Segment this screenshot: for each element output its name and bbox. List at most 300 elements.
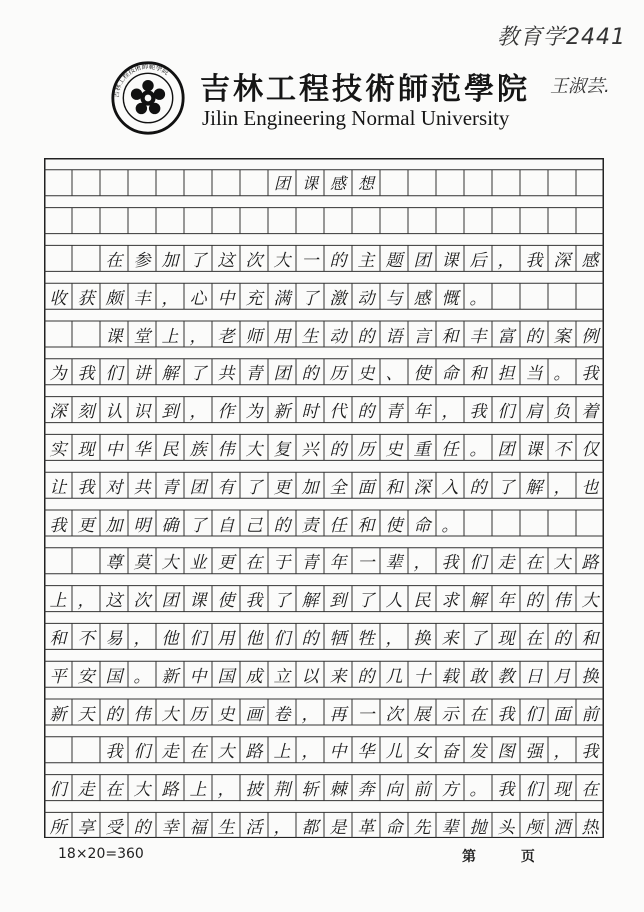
essay-char: 走 bbox=[497, 553, 515, 574]
essay-char: 到 bbox=[161, 402, 179, 423]
essay-char: 大 bbox=[217, 742, 235, 763]
essay-char: 路 bbox=[161, 780, 179, 801]
essay-char: 丰 bbox=[133, 288, 151, 309]
essay-char: 大 bbox=[245, 439, 263, 460]
essay-char: 一 bbox=[357, 704, 375, 725]
essay-char: 案 bbox=[553, 326, 571, 347]
essay-char: 认 bbox=[105, 402, 123, 423]
essay-char: 路 bbox=[581, 553, 599, 574]
essay-char: 使 bbox=[413, 364, 431, 385]
page-label: 第 页 bbox=[462, 849, 535, 865]
essay-char: 了 bbox=[189, 515, 207, 536]
essay-char: 伟 bbox=[553, 591, 571, 612]
essay-char: 享 bbox=[77, 817, 95, 838]
essay-char: 了 bbox=[273, 591, 291, 612]
essay-char: 解 bbox=[161, 364, 179, 385]
essay-char: 华 bbox=[133, 439, 151, 460]
essay-char: 立 bbox=[273, 666, 291, 687]
essay-char: 他 bbox=[161, 628, 179, 649]
essay-char: 是 bbox=[329, 817, 347, 838]
essay-char: 辈 bbox=[441, 817, 459, 838]
essay-char: 国 bbox=[217, 666, 235, 687]
essay-char: 新 bbox=[273, 402, 291, 423]
essay-char: 课 bbox=[189, 591, 207, 612]
essay-char: 受 bbox=[105, 817, 123, 838]
essay-char: 莫 bbox=[133, 553, 151, 574]
essay-char: 复 bbox=[273, 439, 291, 460]
essay-char: 肩 bbox=[525, 402, 543, 423]
essay-char: 伟 bbox=[217, 439, 235, 460]
essay-char: 在 bbox=[105, 250, 123, 271]
essay-char: 换 bbox=[581, 666, 599, 687]
essay-char: 明 bbox=[133, 515, 151, 536]
essay-char: 的 bbox=[301, 628, 319, 649]
essay-char: 安 bbox=[77, 666, 95, 687]
essay-char: 使 bbox=[217, 591, 235, 612]
essay-char: 了 bbox=[357, 591, 375, 612]
essay-char: 我 bbox=[105, 742, 123, 763]
essay-char: 在 bbox=[525, 553, 543, 574]
essay-char: 活 bbox=[245, 817, 263, 838]
essay-char: 的 bbox=[105, 704, 123, 725]
essay-char: 族 bbox=[189, 439, 207, 460]
essay-char: 我 bbox=[469, 402, 487, 423]
essay-char: 所 bbox=[49, 817, 67, 838]
essay-char: 我 bbox=[581, 364, 599, 385]
essay-char: 课 bbox=[441, 250, 459, 271]
essay-char: 课 bbox=[105, 326, 123, 347]
essay-char: 重 bbox=[413, 439, 431, 460]
essay-char: 加 bbox=[105, 515, 123, 536]
essay-char: 颅 bbox=[525, 817, 543, 838]
essay-char: 动 bbox=[357, 288, 375, 309]
essay-char: 上 bbox=[49, 591, 67, 612]
composition-sheet bbox=[44, 158, 604, 838]
essay-char: 女 bbox=[413, 742, 431, 763]
essay-char: 深 bbox=[413, 477, 431, 498]
university-name-cn: 吉林工程技術師范學院 bbox=[200, 72, 530, 107]
essay-char: 辈 bbox=[385, 553, 403, 574]
essay-char: 业 bbox=[189, 553, 207, 574]
essay-char: 中 bbox=[329, 742, 347, 763]
essay-char: 大 bbox=[161, 704, 179, 725]
essay-char: 语 bbox=[385, 326, 403, 347]
essay-char: 大 bbox=[553, 553, 571, 574]
essay-char: 的 bbox=[133, 817, 151, 838]
essay-char: 年 bbox=[497, 591, 515, 612]
essay-char: 次 bbox=[245, 250, 263, 271]
essay-char: 代 bbox=[329, 402, 347, 423]
essay-char: 现 bbox=[497, 628, 515, 649]
essay-char: 师 bbox=[245, 326, 263, 347]
essay-char: 洒 bbox=[553, 817, 571, 838]
essay-char: 上 bbox=[161, 326, 179, 347]
essay-char: 们 bbox=[469, 553, 487, 574]
essay-title-char: 课 bbox=[301, 174, 318, 194]
essay-char: 们 bbox=[525, 704, 543, 725]
essay-char: ， bbox=[189, 326, 207, 347]
essay-char: 历 bbox=[329, 364, 347, 385]
essay-char: 的 bbox=[525, 591, 543, 612]
essay-char: 我 bbox=[441, 553, 459, 574]
essay-char: 识 bbox=[133, 402, 151, 423]
essay-char: 方 bbox=[441, 780, 459, 801]
essay-char: 牺 bbox=[329, 628, 347, 649]
essay-char: 青 bbox=[385, 402, 403, 423]
essay-char: 也 bbox=[581, 477, 599, 498]
essay-char: 平 bbox=[49, 666, 67, 687]
essay-char: 一 bbox=[357, 553, 375, 574]
essay-char: 负 bbox=[553, 402, 571, 423]
essay-char: 的 bbox=[357, 666, 375, 687]
essay-char: 生 bbox=[217, 817, 235, 838]
essay-char: 富 bbox=[497, 326, 515, 347]
essay-char: 解 bbox=[469, 591, 487, 612]
essay-char: 路 bbox=[245, 742, 263, 763]
class-annotation: 教育学2441 bbox=[497, 25, 626, 50]
essay-char: 了 bbox=[301, 288, 319, 309]
essay-char: 确 bbox=[161, 515, 179, 536]
essay-char: 充 bbox=[245, 288, 263, 309]
essay-char: 头 bbox=[497, 817, 515, 838]
essay-title-char: 团 bbox=[273, 174, 290, 194]
essay-char: 牲 bbox=[357, 628, 375, 649]
essay-char: 。 bbox=[133, 666, 151, 687]
university-seal-icon bbox=[110, 60, 186, 136]
essay-char: 的 bbox=[469, 477, 487, 498]
essay-char: 新 bbox=[49, 704, 67, 725]
essay-char: 为 bbox=[49, 364, 67, 385]
essay-char: 卷 bbox=[273, 704, 291, 725]
essay-char: 青 bbox=[301, 553, 319, 574]
essay-char: 入 bbox=[441, 477, 459, 498]
essay-char: ， bbox=[553, 477, 571, 498]
essay-char: 们 bbox=[49, 780, 67, 801]
essay-char: ， bbox=[553, 742, 571, 763]
essay-char: 图 bbox=[497, 742, 515, 763]
essay-char: 面 bbox=[357, 477, 375, 498]
essay-char: 自 bbox=[217, 515, 235, 536]
essay-char: 动 bbox=[329, 326, 347, 347]
essay-char: 使 bbox=[385, 515, 403, 536]
essay-char: 强 bbox=[525, 742, 543, 763]
essay-char: 解 bbox=[525, 477, 543, 498]
essay-char: 儿 bbox=[385, 742, 403, 763]
essay-char: 丰 bbox=[469, 326, 487, 347]
essay-char: 了 bbox=[469, 628, 487, 649]
essay-char: 伟 bbox=[133, 704, 151, 725]
essay-char: 月 bbox=[553, 666, 571, 687]
essay-char: 们 bbox=[133, 742, 151, 763]
essay-char: 我 bbox=[49, 515, 67, 536]
essay-char: 的 bbox=[301, 364, 319, 385]
essay-char: 全 bbox=[329, 477, 347, 498]
essay-char: 敢 bbox=[469, 666, 487, 687]
essay-char: ， bbox=[133, 628, 151, 649]
essay-char: 参 bbox=[133, 250, 151, 271]
essay-char: 生 bbox=[301, 326, 319, 347]
essay-char: 更 bbox=[273, 477, 291, 498]
essay-char: 国 bbox=[105, 666, 123, 687]
essay-char: 载 bbox=[441, 666, 459, 687]
essay-char: 易 bbox=[105, 628, 123, 649]
essay-char: 。 bbox=[469, 780, 487, 801]
essay-char: 当 bbox=[525, 364, 543, 385]
essay-char: 于 bbox=[273, 553, 291, 574]
essay-char: 都 bbox=[301, 817, 319, 838]
essay-char: 共 bbox=[217, 364, 235, 385]
essay-char: 向 bbox=[385, 780, 403, 801]
essay-char: 例 bbox=[581, 326, 599, 347]
essay-char: 和 bbox=[49, 628, 67, 649]
essay-char: 用 bbox=[217, 628, 235, 649]
essay-char: 上 bbox=[273, 742, 291, 763]
essay-char: 题 bbox=[385, 250, 403, 271]
essay-char: 和 bbox=[581, 628, 599, 649]
essay-char: 棘 bbox=[329, 780, 347, 801]
essay-char: 大 bbox=[133, 780, 151, 801]
essay-char: 民 bbox=[161, 439, 179, 460]
essay-char: 有 bbox=[217, 477, 235, 498]
essay-char: ， bbox=[301, 742, 319, 763]
essay-char: 先 bbox=[413, 817, 431, 838]
essay-char: 和 bbox=[385, 477, 403, 498]
essay-char: 命 bbox=[385, 817, 403, 838]
essay-char: 慨 bbox=[441, 288, 459, 309]
essay-char: 画 bbox=[245, 704, 263, 725]
essay-char: 解 bbox=[301, 591, 319, 612]
essay-char: 作 bbox=[217, 402, 235, 423]
essay-char: 几 bbox=[385, 666, 403, 687]
essay-char: 福 bbox=[189, 817, 207, 838]
essay-char: 感 bbox=[413, 288, 431, 309]
essay-char: 到 bbox=[329, 591, 347, 612]
essay-char: 奋 bbox=[441, 742, 459, 763]
essay-char: 任 bbox=[329, 515, 347, 536]
essay-char: 民 bbox=[413, 591, 431, 612]
essay-char: 年 bbox=[329, 553, 347, 574]
essay-char: 共 bbox=[133, 477, 151, 498]
essay-char: 披 bbox=[245, 780, 263, 801]
essay-char: 们 bbox=[189, 628, 207, 649]
essay-char: 走 bbox=[161, 742, 179, 763]
essay-char: 担 bbox=[497, 364, 515, 385]
essay-char: 深 bbox=[553, 250, 571, 271]
essay-char: 更 bbox=[217, 553, 235, 574]
essay-char: 前 bbox=[413, 780, 431, 801]
essay-char: 革 bbox=[357, 817, 375, 838]
essay-char: 们 bbox=[497, 402, 515, 423]
seal-text: 吉林工程技術師範學院 bbox=[112, 62, 171, 99]
essay-char: 中 bbox=[189, 666, 207, 687]
essay-char: 以 bbox=[301, 666, 319, 687]
essay-char: 、 bbox=[385, 364, 403, 385]
essay-char: 。 bbox=[469, 439, 487, 460]
essay-char: 团 bbox=[189, 477, 207, 498]
essay-char: ， bbox=[161, 288, 179, 309]
essay-char: 加 bbox=[161, 250, 179, 271]
essay-char: ， bbox=[441, 402, 459, 423]
essay-char: ， bbox=[301, 704, 319, 725]
essay-char: 颇 bbox=[105, 288, 123, 309]
university-name-en: Jilin Engineering Normal University bbox=[202, 106, 510, 130]
essay-char: 不 bbox=[553, 439, 571, 460]
essay-char: 抛 bbox=[469, 817, 487, 838]
essay-char: 幸 bbox=[161, 817, 179, 838]
essay-char: 我 bbox=[245, 591, 263, 612]
essay-char: 兴 bbox=[301, 439, 319, 460]
essay-char: 奔 bbox=[357, 780, 375, 801]
essay-char: 我 bbox=[497, 780, 515, 801]
essay-char: 更 bbox=[77, 515, 95, 536]
essay-char: 激 bbox=[329, 288, 347, 309]
essay-char: 大 bbox=[581, 591, 599, 612]
essay-char: 华 bbox=[357, 742, 375, 763]
essay-char: 中 bbox=[217, 288, 235, 309]
essay-char: 历 bbox=[189, 704, 207, 725]
essay-char: 时 bbox=[301, 402, 319, 423]
essay-char: 的 bbox=[273, 515, 291, 536]
essay-char: 他 bbox=[245, 628, 263, 649]
essay-char: 尊 bbox=[105, 553, 123, 574]
essay-char: 来 bbox=[329, 666, 347, 687]
essay-char: 团 bbox=[161, 591, 179, 612]
essay-char: 的 bbox=[525, 326, 543, 347]
essay-char: 团 bbox=[273, 364, 291, 385]
grid-count: 18×20=360 bbox=[58, 846, 144, 862]
essay-char: 前 bbox=[581, 704, 599, 725]
essay-title-char: 想 bbox=[357, 174, 374, 194]
essay-char: 着 bbox=[581, 402, 599, 423]
essay-char: 满 bbox=[273, 288, 291, 309]
essay-char: 中 bbox=[105, 439, 123, 460]
essay-char: 在 bbox=[105, 780, 123, 801]
essay-char: 的 bbox=[329, 439, 347, 460]
essay-char: 责 bbox=[301, 515, 319, 536]
essay-char: 我 bbox=[77, 364, 95, 385]
essay-char: 主 bbox=[357, 250, 375, 271]
essay-char: 和 bbox=[441, 326, 459, 347]
essay-char: 青 bbox=[245, 364, 263, 385]
essay-char: 日 bbox=[525, 666, 543, 687]
essay-char: 史 bbox=[385, 439, 403, 460]
essay-char: ， bbox=[497, 250, 515, 271]
essay-char: 在 bbox=[189, 742, 207, 763]
essay-char: 展 bbox=[413, 704, 431, 725]
essay-char: 的 bbox=[329, 250, 347, 271]
essay-char: ， bbox=[217, 780, 235, 801]
essay-char: 教 bbox=[497, 666, 515, 687]
essay-char: 了 bbox=[189, 364, 207, 385]
essay-char: 这 bbox=[217, 250, 235, 271]
essay-char: 堂 bbox=[133, 326, 151, 347]
essay-char: 面 bbox=[553, 704, 571, 725]
essay-char: 感 bbox=[581, 250, 599, 271]
essay-char: 上 bbox=[189, 780, 207, 801]
essay-char: 后 bbox=[469, 250, 487, 271]
essay-char: 在 bbox=[245, 553, 263, 574]
essay-char: ， bbox=[189, 402, 207, 423]
letterhead bbox=[110, 58, 630, 138]
essay-char: 团 bbox=[413, 250, 431, 271]
essay-char: 了 bbox=[497, 477, 515, 498]
essay-char: 心 bbox=[189, 288, 207, 309]
essay-char: 们 bbox=[105, 364, 123, 385]
essay-char: 大 bbox=[273, 250, 291, 271]
essay-char: 任 bbox=[441, 439, 459, 460]
essay-char: 深 bbox=[49, 402, 67, 423]
essay-char: 次 bbox=[385, 704, 403, 725]
essay-char: 新 bbox=[161, 666, 179, 687]
essay-char: 在 bbox=[525, 628, 543, 649]
essay-char: 我 bbox=[525, 250, 543, 271]
essay-char: 。 bbox=[441, 515, 459, 536]
essay-char: 这 bbox=[105, 591, 123, 612]
essay-text bbox=[44, 158, 604, 838]
essay-char: 命 bbox=[413, 515, 431, 536]
essay-char: 对 bbox=[105, 477, 123, 498]
essay-char: 和 bbox=[469, 364, 487, 385]
essay-char: 大 bbox=[161, 553, 179, 574]
essay-char: ， bbox=[273, 817, 291, 838]
essay-char: 示 bbox=[441, 704, 459, 725]
essay-char: 与 bbox=[385, 288, 403, 309]
essay-char: 命 bbox=[441, 364, 459, 385]
essay-char: ， bbox=[413, 553, 431, 574]
essay-char: 用 bbox=[273, 326, 291, 347]
essay-char: 换 bbox=[413, 628, 431, 649]
essay-char: 历 bbox=[357, 439, 375, 460]
essay-char: 们 bbox=[273, 628, 291, 649]
essay-char: 史 bbox=[357, 364, 375, 385]
essay-char: 获 bbox=[77, 288, 95, 309]
essay-char: 实 bbox=[49, 439, 67, 460]
essay-char: 课 bbox=[525, 439, 543, 460]
essay-char: 成 bbox=[245, 666, 263, 687]
essay-char: 斩 bbox=[301, 780, 319, 801]
essay-char: 的 bbox=[357, 326, 375, 347]
essay-char: 人 bbox=[385, 591, 403, 612]
essay-char: 史 bbox=[217, 704, 235, 725]
essay-char: 不 bbox=[77, 628, 95, 649]
essay-char: 仅 bbox=[581, 439, 599, 460]
essay-char: 在 bbox=[469, 704, 487, 725]
essay-char: 们 bbox=[525, 780, 543, 801]
essay-char: 己 bbox=[245, 515, 263, 536]
essay-char: 了 bbox=[189, 250, 207, 271]
essay-char: 言 bbox=[413, 326, 431, 347]
essay-char: 荆 bbox=[273, 780, 291, 801]
essay-char: 次 bbox=[133, 591, 151, 612]
essay-char: 现 bbox=[553, 780, 571, 801]
essay-char: 我 bbox=[497, 704, 515, 725]
essay-char: 刻 bbox=[77, 402, 95, 423]
essay-char: 一 bbox=[301, 250, 319, 271]
essay-char: 。 bbox=[469, 288, 487, 309]
essay-char: 。 bbox=[553, 364, 571, 385]
essay-char: 让 bbox=[49, 477, 67, 498]
essay-char: 收 bbox=[49, 288, 67, 309]
student-signature: 王淑芸. bbox=[550, 76, 610, 97]
essay-char: 团 bbox=[497, 439, 515, 460]
essay-char: 青 bbox=[161, 477, 179, 498]
essay-char: 老 bbox=[217, 326, 235, 347]
essay-char: 走 bbox=[77, 780, 95, 801]
essay-title-char: 感 bbox=[329, 174, 346, 194]
essay-char: 求 bbox=[441, 591, 459, 612]
essay-char: 我 bbox=[581, 742, 599, 763]
essay-char: 为 bbox=[245, 402, 263, 423]
